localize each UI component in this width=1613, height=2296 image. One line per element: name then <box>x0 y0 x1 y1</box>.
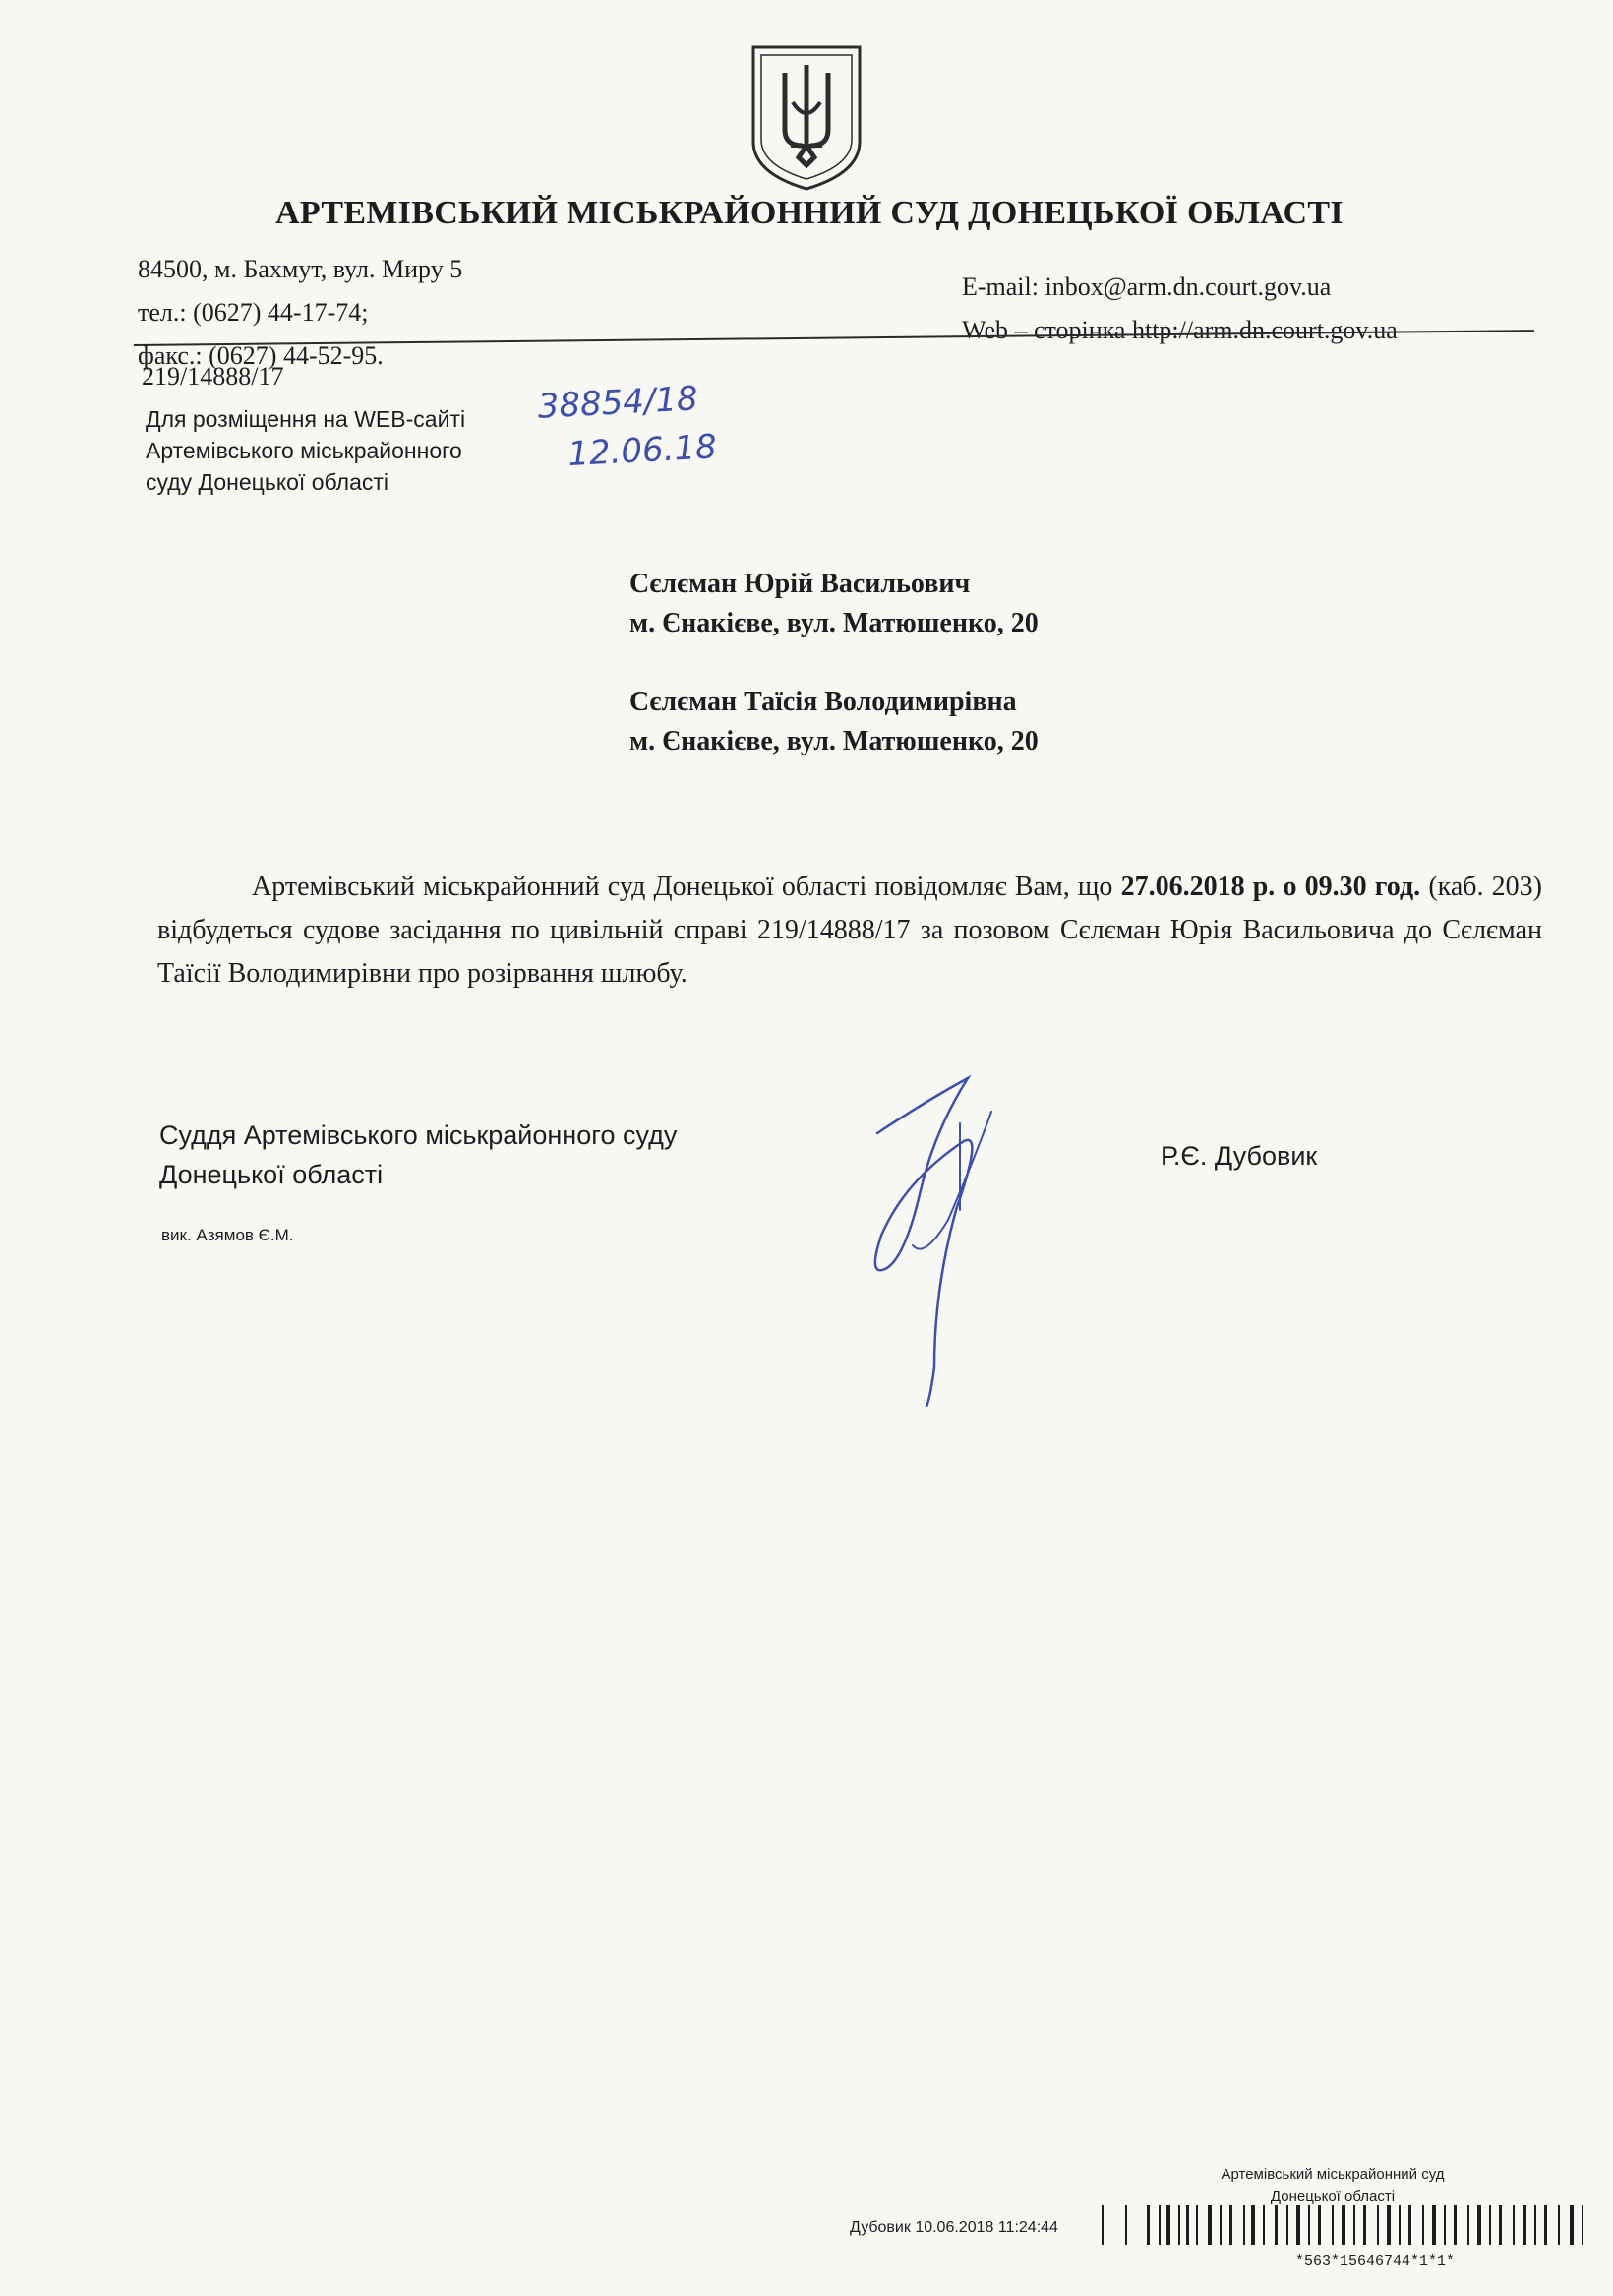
barcode-icon <box>1102 2204 1585 2247</box>
web-note-line: Для розміщення на WEB-сайті <box>146 406 466 432</box>
web-publication-note <box>146 403 465 498</box>
recipient-address: м. Єнакієве, вул. Матюшенко, 20 <box>629 608 1039 638</box>
handwritten-registration <box>537 373 718 480</box>
fax-number: факс.: (0627) 44-52-95. <box>138 341 384 370</box>
web-note-line: Артемівського міськрайонного <box>146 438 462 463</box>
court-address-block <box>138 248 462 378</box>
judge-position-line: Суддя Артемівського міськрайонного суду <box>159 1120 678 1150</box>
web-note-line: суду Донецької області <box>146 469 389 495</box>
stamp-court-line: Донецької області <box>1270 2188 1396 2205</box>
recipient-address: м. Єнакієве, вул. Матюшенко, 20 <box>629 726 1039 756</box>
case-number: 219/14888/17 <box>142 362 284 391</box>
court-contacts-block <box>962 266 1398 352</box>
judge-position-line: Донецької області <box>159 1160 384 1189</box>
recipient-block <box>629 683 1039 761</box>
hearing-datetime: 27.06.2018 р. о 09.30 год. <box>1120 872 1421 902</box>
coat-of-arms-icon <box>747 43 866 193</box>
registration-stamp: Дубовик 10.06.2018 11:24:44 <box>850 2219 1058 2236</box>
stamp-court-line: Артемівський міськрайонний суд <box>1221 2166 1445 2183</box>
judge-name: Р.Є. Дубовик <box>1161 1141 1318 1171</box>
registration-date: 12.06.18 <box>567 427 718 475</box>
recipient-block <box>629 565 1039 643</box>
court-stamp <box>1170 2164 1495 2207</box>
notice-text-part: Артемівський міськрайонний суд Донецької області повідомляє Вам, що <box>252 872 1121 902</box>
notice-text-part: (каб. 203) відбудеться судове засідання по цивільній справі 219/14888/17 за позовом Сєлєман Юрія Васильовича до Сєлєман Таїсії Володимирівни про розірвання шлюбу. <box>157 872 1542 989</box>
signature-icon <box>866 1072 1023 1407</box>
recipient-name: Сєлєман Юрій Васильович <box>629 569 971 599</box>
phone-number: тел.: (0627) 44-17-74; <box>138 298 369 327</box>
barcode-text: *563*15646744*1*1* <box>1294 2253 1456 2269</box>
court-name: АРТЕМІВСЬКИЙ МІСЬКРАЙОННИЙ СУД ДОНЕЦЬКОЇ ОБЛАСТІ <box>275 195 1344 231</box>
registration-number: 38854/18 <box>536 379 699 427</box>
website-address: Web – сторінка http://arm.dn.court.gov.ua <box>962 316 1398 344</box>
judge-position <box>159 1116 677 1194</box>
recipient-name: Сєлєман Таїсія Володимирівна <box>629 687 1017 717</box>
executor-name: вик. Азямов Є.М. <box>161 1226 294 1244</box>
postal-address: 84500, м. Бахмут, вул. Миру 5 <box>138 255 463 283</box>
email-address: E-mail: inbox@arm.dn.court.gov.ua <box>962 272 1332 301</box>
notice-paragraph <box>157 866 1542 996</box>
